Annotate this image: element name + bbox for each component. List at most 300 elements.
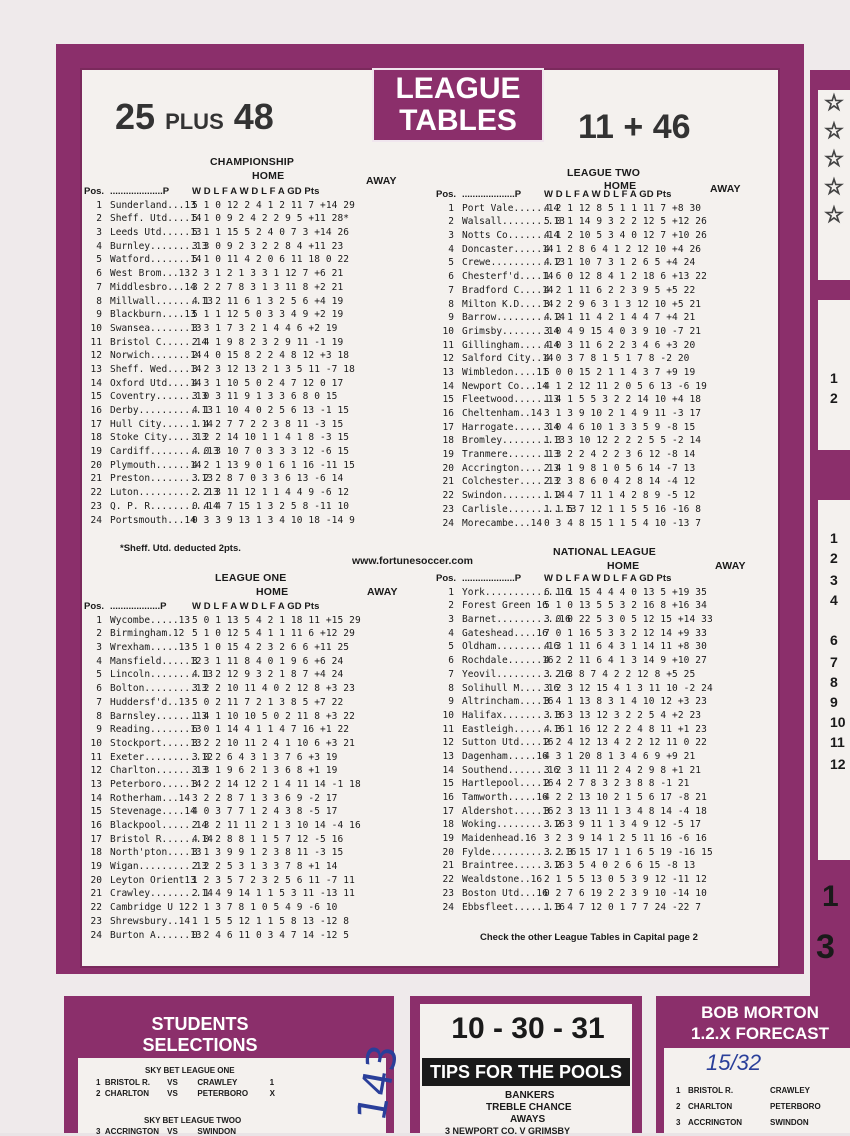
stats-cell: 2 4 2 7 8 3 2 3 8 8 -1 21: [544, 778, 690, 790]
position-cell: 19: [90, 446, 102, 458]
stats-cell: 4 2 1 11 6 2 2 3 9 5 +5 22: [544, 284, 696, 296]
position-cell: 12: [90, 350, 102, 362]
side-number: 11: [830, 734, 845, 750]
stats-cell: 1 1 5 5 12 1 1 5 8 13 -12 8: [192, 915, 350, 927]
position-cell: 9: [96, 309, 102, 321]
table-row: [436, 325, 740, 339]
position-cell: 14: [442, 380, 454, 392]
position-cell: 12: [442, 737, 454, 749]
team-cell: Lincoln.........13: [110, 669, 213, 681]
team-cell: Cambridge U 12: [110, 902, 191, 914]
team-cell: Halifax.........16: [462, 709, 565, 721]
position-cell: 20: [90, 874, 102, 886]
table-row: [84, 500, 388, 514]
table-row: [436, 352, 740, 366]
star-icon: ☆: [824, 90, 844, 115]
position-cell: 10: [442, 709, 454, 721]
position-cell: 16: [90, 405, 102, 416]
stats-cell: 0 2 7 6 19 2 2 3 9 10 -14 10: [544, 887, 707, 899]
stats-cell: 3 1 3 9 10 2 1 4 9 11 -3 17: [544, 408, 702, 419]
team-cell: Salford City..14: [462, 353, 554, 365]
website-url: www.fortunesoccer.com: [352, 555, 473, 567]
team-cell: Bradford C....14: [462, 284, 554, 296]
stats-cell: 3 2 3 8 7 4 2 2 12 8 +5 25: [544, 668, 696, 680]
position-cell: 21: [90, 473, 102, 485]
header-left-numbers: 25 PLUS 48: [115, 96, 274, 137]
stats-cell: 2 4 0 15 8 2 2 4 8 12 +3 18: [192, 350, 350, 362]
table-row: [84, 696, 388, 710]
table-row: [436, 366, 740, 380]
team-cell: Shrewsbury..14: [110, 915, 191, 927]
stats-cell: 2 1 4 9 14 1 1 5 3 11 -13 11: [192, 888, 355, 900]
table-row: [436, 243, 740, 257]
team-cell: Milton K.D....14: [462, 298, 554, 310]
table-row: [436, 873, 740, 887]
team-cell: Forest Green 16: [462, 600, 548, 612]
stats-cell: 4 1 1 10 4 0 2 5 6 13 -1 15: [192, 405, 350, 416]
position-cell: 13: [442, 366, 454, 378]
table-header-row: Pos. ....................P W D L F A W D L F A GD Pts: [84, 186, 320, 197]
stats-cell: 3 0 4 9 15 4 0 3 9 10 -7 21: [544, 325, 702, 337]
stats-cell: 2 3 2 11 11 2 1 3 10 14 -4 16: [192, 820, 361, 831]
pools-treble-chance: TREBLE CHANCE: [486, 1102, 572, 1113]
table-row: [436, 859, 740, 873]
team-cell: Stevenage....14: [110, 806, 196, 818]
stats-cell: 6 0 1 14 4 1 1 4 7 16 +1 22: [192, 724, 350, 736]
table-row: [436, 695, 740, 709]
team-cell: Walsall.........13: [462, 216, 565, 228]
stats-cell: 2 2 3 11 12 1 1 4 4 9 -6 12: [192, 487, 350, 499]
position-cell: 2: [96, 213, 102, 225]
stats-cell: 4 1 2 12 11 2 0 5 6 13 -6 19: [544, 380, 707, 392]
pools-bankers: BANKERS: [505, 1090, 555, 1101]
table-row: [436, 448, 740, 462]
position-cell: 24: [442, 517, 454, 529]
team-cell: Bolton.........13: [110, 683, 208, 695]
table-row: [84, 901, 388, 915]
stats-cell: 5 1 0 13 5 5 3 2 16 8 +16 34: [544, 600, 707, 612]
pools-match: 3 NEWPORT CO. V GRIMSBY: [445, 1126, 571, 1136]
stats-cell: 2 1 5 5 13 0 5 3 9 12 -11 12: [544, 874, 707, 886]
table-row: [436, 709, 740, 723]
table-row: [84, 846, 388, 860]
stats-cell: 4 1 2 10 5 3 4 0 12 7 +10 26: [544, 230, 707, 242]
table-row: [436, 270, 740, 284]
team-cell: Hartlepool....16: [462, 778, 554, 790]
stats-cell: 1 6 0 12 8 4 1 2 18 6 +13 22: [544, 271, 707, 283]
table-row: [436, 434, 740, 448]
position-cell: 18: [90, 432, 102, 444]
team-cell: Tranmere.......13: [462, 449, 560, 461]
team-cell: Plymouth......14: [110, 459, 202, 471]
table-row: [436, 215, 740, 229]
stats-cell: 6 1 1 15 4 4 4 0 13 5 +19 35: [544, 586, 707, 598]
team-cell: Crawley.........14: [110, 888, 213, 900]
league-two-home-label: HOME: [604, 180, 637, 192]
position-cell: 5: [448, 257, 454, 269]
students-league-one: SKY BET LEAGUE ONE: [145, 1066, 235, 1075]
team-cell: Cardiff..........13: [110, 446, 219, 458]
team-cell: Southend.......16: [462, 764, 560, 776]
national-league-title: NATIONAL LEAGUE: [553, 546, 656, 558]
table-row: [436, 311, 740, 325]
position-cell: 1: [448, 202, 454, 214]
students-row: 2 CHARLTON VS PETERBORO X: [96, 1089, 275, 1098]
position-cell: 24: [90, 929, 102, 941]
table-row: [84, 308, 388, 322]
table-row: [84, 641, 388, 655]
position-cell: 4: [96, 240, 102, 252]
table-row: [436, 421, 740, 435]
bob-row: 3 ACCRINGTON SWINDON: [676, 1118, 809, 1127]
national-league-home-label: HOME: [607, 560, 640, 572]
table-row: [84, 267, 388, 281]
team-cell: York.............16: [462, 586, 571, 598]
stats-cell: 1 4 1 5 5 3 2 2 14 10 +4 18: [544, 394, 702, 406]
table-row: [84, 212, 388, 226]
position-cell: 13: [90, 363, 102, 375]
team-cell: Gillingham.....14: [462, 339, 560, 351]
team-cell: Carlisle..........13: [462, 503, 577, 515]
stats-cell: 4 2 1 10 7 3 1 2 6 5 +4 24: [544, 257, 696, 269]
side-big-number: 3: [816, 928, 835, 966]
table-row: [436, 613, 740, 627]
team-cell: Grimsby........14: [462, 325, 560, 337]
table-row: [84, 833, 388, 847]
stats-cell: 3 2 2 8 7 1 3 3 6 9 -2 17: [192, 792, 338, 804]
table-row: [436, 489, 740, 503]
stats-cell: 3 2 3 11 11 2 4 2 9 8 +1 21: [544, 764, 702, 776]
table-row: [436, 723, 740, 737]
team-cell: Bromley.........13: [462, 435, 565, 447]
students-league-two: SKY BET LEAGUE TWOO: [144, 1116, 242, 1125]
table-row: [84, 710, 388, 724]
position-cell: 7: [448, 668, 454, 680]
table-row: [84, 655, 388, 669]
team-cell: Sunderland...13: [110, 199, 196, 211]
side-number: 6: [830, 632, 838, 648]
stats-cell: 1 3 4 7 12 0 1 7 7 24 -22 7: [544, 901, 702, 913]
stats-cell: 0 3 4 8 15 1 1 5 4 10 -13 7: [544, 517, 702, 529]
team-cell: Wrexham.....13: [110, 642, 191, 654]
stats-cell: 3 2 2 8 7 0 3 3 6 13 -6 14: [192, 473, 344, 485]
team-cell: Blackburn....13: [110, 309, 196, 321]
team-cell: Exeter..........12: [110, 751, 213, 763]
table-row: [84, 322, 388, 336]
team-cell: Coventry.......13: [110, 391, 208, 403]
position-cell: 19: [442, 449, 454, 461]
team-cell: Cheltenham..14: [462, 408, 543, 419]
team-cell: Gateshead....16: [462, 627, 548, 639]
star-icon: ☆: [824, 118, 844, 143]
table-row: [84, 887, 388, 901]
table-row: [436, 393, 740, 407]
stats-cell: 3 3 3 13 12 3 2 2 5 4 +2 23: [544, 709, 702, 721]
table-row: [84, 431, 388, 445]
table-row: [84, 627, 388, 641]
team-cell: Luton............13: [110, 487, 219, 499]
league-two-table: [436, 188, 740, 530]
team-cell: Peterboro.....14: [110, 778, 202, 790]
stats-cell: 2 2 3 8 6 0 4 2 8 14 -4 12: [544, 476, 696, 488]
championship-table: [84, 185, 388, 527]
position-cell: 9: [448, 312, 454, 324]
table-row: [436, 805, 740, 819]
table-row: [84, 281, 388, 295]
table-row: [84, 377, 388, 391]
position-cell: 11: [90, 336, 102, 348]
team-cell: Birmingham.12: [110, 628, 185, 640]
position-cell: 18: [442, 435, 454, 447]
team-cell: Dagenham.....16: [462, 750, 548, 762]
position-cell: 23: [90, 500, 102, 512]
team-cell: Accrington.....13: [462, 462, 560, 474]
position-cell: 11: [442, 339, 454, 351]
position-cell: 10: [90, 322, 102, 334]
position-cell: 12: [90, 765, 102, 777]
stats-cell: 3 2 2 14 10 1 1 4 1 8 -3 15: [192, 432, 350, 444]
pools-numbers: 10 - 30 - 31: [451, 1012, 605, 1045]
stats-cell: 3 2 3 15 17 1 1 6 5 19 -16 15: [544, 846, 713, 858]
team-cell: Barnsley.......13: [110, 710, 208, 722]
team-cell: Wimbledon....11: [462, 366, 548, 378]
table-row: [84, 819, 388, 833]
team-cell: Rochdale......16: [462, 655, 554, 667]
team-cell: Maidenhead.16: [462, 833, 537, 845]
team-cell: Bristol C......14: [110, 336, 208, 348]
table-row: [436, 599, 740, 613]
table-row: [84, 874, 388, 888]
table-row: [84, 514, 388, 528]
position-cell: 16: [442, 408, 454, 419]
position-cell: 2: [96, 628, 102, 640]
team-cell: North'pton....13: [110, 847, 202, 859]
stats-cell: 4 3 1 10 5 0 2 4 7 12 0 17: [192, 377, 344, 389]
stats-cell: 0 2 4 6 11 0 3 4 7 14 -12 5: [192, 929, 350, 941]
stats-cell: 3 0 3 11 9 1 3 3 6 8 0 15: [192, 391, 338, 403]
position-cell: 23: [442, 503, 454, 515]
position-cell: 8: [448, 682, 454, 694]
position-cell: 5: [96, 669, 102, 681]
table-row: [84, 723, 388, 737]
stats-cell: 2 4 1 9 8 1 0 5 6 14 -7 13: [544, 462, 696, 474]
position-cell: 15: [442, 778, 454, 790]
table-row: [84, 472, 388, 486]
stats-cell: 4 2 2 13 10 2 1 5 6 17 -8 21: [544, 792, 707, 803]
position-cell: 1: [448, 586, 454, 598]
side-number: 10: [830, 714, 846, 730]
position-cell: 8: [96, 295, 102, 307]
table-row: [84, 390, 388, 404]
team-cell: West Brom...13: [110, 268, 191, 280]
team-cell: Watford.......14: [110, 254, 202, 266]
position-cell: 17: [90, 418, 102, 430]
side-number: 3: [830, 572, 838, 588]
table-row: [436, 475, 740, 489]
side-number: 12: [830, 756, 846, 772]
position-cell: 6: [96, 683, 102, 695]
handwritten-mark: 143: [348, 1041, 408, 1125]
bob-handwritten: 15/32: [706, 1050, 762, 1075]
stats-cell: 5 1 1 12 5 0 3 3 4 9 +2 19: [192, 309, 344, 321]
students-row: 1 BRISTOL R. VS CRAWLEY 1: [96, 1078, 275, 1087]
team-cell: Stoke City.....13: [110, 432, 208, 444]
table-row: [84, 792, 388, 806]
team-cell: Hull City.......14: [110, 418, 213, 430]
position-cell: 10: [442, 325, 454, 337]
team-cell: Rotherham...14: [110, 792, 191, 804]
position-cell: 17: [442, 805, 454, 817]
table-row: [84, 199, 388, 213]
position-cell: 9: [448, 696, 454, 708]
position-cell: 14: [90, 377, 102, 389]
league-one-home-label: HOME: [256, 586, 289, 598]
team-cell: Solihull M.....16: [462, 682, 560, 694]
stats-cell: 4 2 1 11 4 2 1 4 4 7 +4 21: [544, 312, 696, 324]
bob-title: BOB MORTON 1.2.X FORECAST: [691, 1003, 829, 1043]
bob-row: 1 BRISTOL R. CRAWLEY: [676, 1086, 810, 1095]
position-cell: 13: [442, 750, 454, 762]
position-cell: 22: [442, 874, 454, 886]
position-cell: 21: [442, 476, 454, 488]
position-cell: 8: [448, 298, 454, 310]
table-row: [436, 517, 740, 531]
stats-cell: 1 3 2 2 4 2 2 3 6 12 -8 14: [544, 449, 696, 461]
team-cell: Sheff. Utd....14: [110, 213, 202, 225]
table-row: [436, 750, 740, 764]
table-row: [436, 777, 740, 791]
stats-cell: 1 3 3 10 12 2 2 2 5 5 -2 14: [544, 435, 702, 447]
position-cell: 6: [96, 268, 102, 280]
star-icon: ☆: [824, 146, 844, 171]
team-cell: Wycombe.....13: [110, 614, 191, 626]
team-cell: Wigan..........13: [110, 861, 208, 873]
table-row: [84, 751, 388, 765]
side-number: 2: [830, 550, 838, 566]
team-cell: Portsmouth...14: [110, 514, 196, 526]
stats-cell: 7 0 1 16 5 3 3 2 12 14 +9 33: [544, 627, 707, 639]
position-cell: 6: [448, 655, 454, 667]
table-row: [436, 736, 740, 750]
team-cell: Crewe...........13: [462, 257, 565, 269]
stats-cell: 5 1 0 12 5 4 1 1 11 6 +12 29: [192, 628, 355, 640]
position-cell: 23: [90, 915, 102, 927]
team-cell: Mansfield.....12: [110, 655, 202, 667]
stats-cell: 3 2 2 14 12 2 1 4 11 14 -1 18: [192, 778, 361, 790]
position-cell: 5: [448, 641, 454, 653]
table-row: [84, 336, 388, 350]
championship-title: CHAMPIONSHIP: [210, 156, 295, 168]
stats-cell: 3 2 3 12 15 4 1 3 11 10 -2 24: [544, 682, 713, 694]
table-row: [84, 860, 388, 874]
table-header-row: Pos. ...................P W D L F A W D L F A GD Pts: [84, 601, 320, 612]
stats-cell: 1 4 2 7 7 2 2 3 8 11 -3 15: [192, 418, 344, 430]
position-cell: 3: [96, 642, 102, 654]
stats-cell: 5 0 1 13 5 4 2 1 18 11 +15 29: [192, 614, 361, 626]
position-cell: 2: [448, 600, 454, 612]
championship-note: *Sheff. Utd. deducted 2pts.: [120, 543, 241, 554]
pools-banner: TIPS FOR THE POOLS: [422, 1058, 630, 1086]
position-cell: 19: [90, 861, 102, 873]
position-cell: 6: [448, 271, 454, 283]
league-one-title: LEAGUE ONE: [215, 572, 287, 584]
table-row: [84, 404, 388, 418]
stats-cell: 2 1 3 7 8 1 0 5 4 9 -6 10: [192, 902, 338, 914]
stats-cell: 4 0 3 11 6 2 2 3 4 6 +3 20: [544, 339, 696, 351]
team-cell: Bristol R.......14: [110, 833, 213, 845]
position-cell: 3: [96, 227, 102, 239]
side-number: 2: [830, 390, 838, 406]
stats-cell: 4 1 2 11 6 1 3 2 5 6 +4 19: [192, 295, 344, 307]
stats-cell: 2 3 1 2 1 3 3 1 12 7 +6 21: [192, 268, 344, 280]
team-cell: Braintree.......16: [462, 860, 565, 872]
team-cell: Preston.........13: [110, 473, 213, 485]
stats-cell: 5 1 1 15 5 2 4 0 7 3 +14 26: [192, 227, 350, 239]
check-other-tables-note: Check the other League Tables in Capital page 2: [480, 932, 698, 943]
position-cell: 22: [90, 902, 102, 914]
table-row: [436, 627, 740, 641]
stats-cell: 4 1 2 12 9 3 2 1 8 7 +4 24: [192, 669, 344, 681]
stats-cell: 4 2 1 13 9 0 1 6 1 16 -11 15: [192, 459, 355, 471]
table-row: [436, 832, 740, 846]
position-cell: 8: [96, 710, 102, 722]
table-header-row: Pos. ....................P W D L F A W D L F A GD Pts: [436, 189, 672, 200]
team-cell: Swansea.......13: [110, 322, 202, 334]
stats-cell: 3 2 3 5 4 0 2 6 6 15 -8 13: [544, 860, 696, 872]
league-tables-title: LEAGUE TABLES: [372, 68, 544, 142]
team-cell: Swindon.........14: [462, 490, 565, 502]
position-cell: 7: [96, 696, 102, 708]
position-cell: 3: [448, 614, 454, 626]
stats-cell: 4 0 3 7 7 1 2 4 3 8 -5 17: [192, 806, 338, 818]
team-cell: Fylde.............16: [462, 846, 577, 858]
league-one-away-label: AWAY: [367, 586, 398, 598]
team-cell: Norwich.......14: [110, 350, 202, 362]
table-row: [436, 654, 740, 668]
position-cell: 22: [90, 487, 102, 499]
team-cell: Tamworth.....16: [462, 792, 548, 803]
stats-cell: 1 2 4 7 11 1 4 2 8 9 -5 12: [544, 490, 696, 502]
position-cell: 16: [90, 820, 102, 831]
position-cell: 21: [442, 860, 454, 872]
stats-cell: 3 2 3 12 13 2 1 3 5 11 -7 18: [192, 363, 355, 375]
team-cell: Doncaster.....14: [462, 243, 554, 255]
stats-cell: 3 0 0 22 5 3 0 5 12 15 +14 33: [544, 614, 713, 626]
stats-cell: 5 0 2 11 7 2 1 3 8 5 +7 22: [192, 696, 344, 708]
stats-cell: 3 2 3 9 14 1 2 5 11 16 -6 16: [544, 833, 707, 845]
table-row: [436, 668, 740, 682]
stats-cell: 3 4 1 13 8 3 1 4 10 12 +3 23: [544, 696, 707, 708]
position-cell: 18: [90, 847, 102, 859]
position-cell: 10: [90, 737, 102, 749]
stats-cell: 4 3 1 20 8 1 3 4 6 9 +9 21: [544, 750, 696, 762]
position-cell: 15: [90, 391, 102, 403]
position-cell: 2: [448, 216, 454, 228]
position-cell: 20: [442, 846, 454, 858]
table-row: [84, 486, 388, 500]
team-cell: Fleetwood......13: [462, 394, 560, 406]
table-row: [84, 295, 388, 309]
table-row: [84, 349, 388, 363]
table-row: [436, 901, 740, 915]
team-cell: Leeds Utd.....13: [110, 227, 202, 239]
national-league-away-label: AWAY: [715, 560, 746, 572]
position-cell: 3: [448, 230, 454, 242]
stats-cell: 1 4 1 10 10 5 0 2 11 8 +3 22: [192, 710, 355, 722]
position-cell: 1: [96, 199, 102, 211]
position-cell: 13: [90, 778, 102, 790]
team-cell: Sheff. Wed....14: [110, 363, 202, 375]
